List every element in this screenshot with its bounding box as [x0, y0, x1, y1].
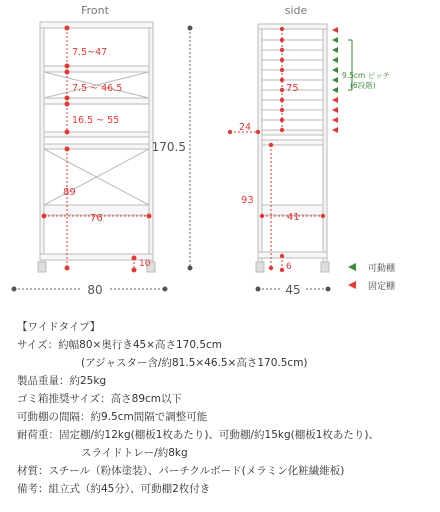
side-view-title: side — [284, 4, 308, 17]
spec-trash: ゴミ箱推奨サイズ：高さ89cm以下 — [17, 393, 183, 405]
spec-material: 材質：スチール（粉体塗装）、パーチクルボード(メラミン化粧繊維板) — [17, 465, 345, 477]
fixed-legend-icon — [348, 281, 356, 289]
pitch-label-line1: 9.5cm ピッチ — [342, 71, 390, 80]
spec-load-2: スライドトレー/約8kg — [81, 447, 188, 459]
movable-legend-icon — [348, 263, 356, 271]
front-dim-1: 7.5~47 — [72, 47, 108, 58]
width-label: 80 — [87, 283, 103, 297]
side-dim-3: 93 — [241, 195, 254, 206]
spec-load: 耐荷重：固定棚/約12kg(棚板1枚あたり)、可動棚/約15kg(棚板1枚あたり)、 — [17, 429, 380, 441]
side-dimension-dots — [228, 27, 325, 272]
side-dim-4: 41 — [287, 212, 300, 223]
height-dimension-line — [188, 26, 193, 271]
front-view-rack — [38, 22, 155, 272]
height-label: 170.5 — [151, 140, 186, 154]
spec-note: 備考：組立式（約45分）、可動棚2枚付き — [17, 483, 211, 495]
front-dim-5: 76 — [90, 213, 103, 224]
side-dim-1: 75 — [286, 83, 299, 94]
movable-legend-label: 可動棚 — [368, 264, 396, 274]
movable-shelf-markers — [332, 37, 338, 93]
side-dimension-lines — [230, 29, 323, 270]
pitch-label-line2: (6段階) — [350, 81, 376, 90]
front-dim-2: 7.5 ~ 46.5 — [72, 83, 123, 94]
depth-label: 45 — [285, 283, 301, 297]
spec-block — [17, 318, 437, 498]
side-dim-5: 6 — [286, 262, 292, 272]
spec-interval: 可動棚の間隔：約9.5cm間隔で調整可能 — [17, 411, 208, 423]
front-dim-4: 89 — [63, 187, 76, 198]
spec-weight: 製品重量：約25kg — [17, 375, 107, 387]
spec-heading: 【ワイドタイプ】 — [17, 321, 101, 333]
fixed-legend-label: 固定棚 — [368, 282, 396, 292]
front-dim-3: 16.5 ~ 55 — [72, 115, 120, 126]
front-dim-6: 10 — [139, 259, 151, 269]
side-view-rack — [256, 24, 329, 272]
spec-size: サイズ：約幅80×奥行き45×高さ170.5cm — [17, 339, 223, 351]
front-view-title: Front — [81, 4, 109, 17]
spec-size-note: (アジャスター含/約81.5×46.5×高さ170.5cm) — [81, 357, 308, 369]
side-dim-2: 24 — [239, 122, 252, 133]
